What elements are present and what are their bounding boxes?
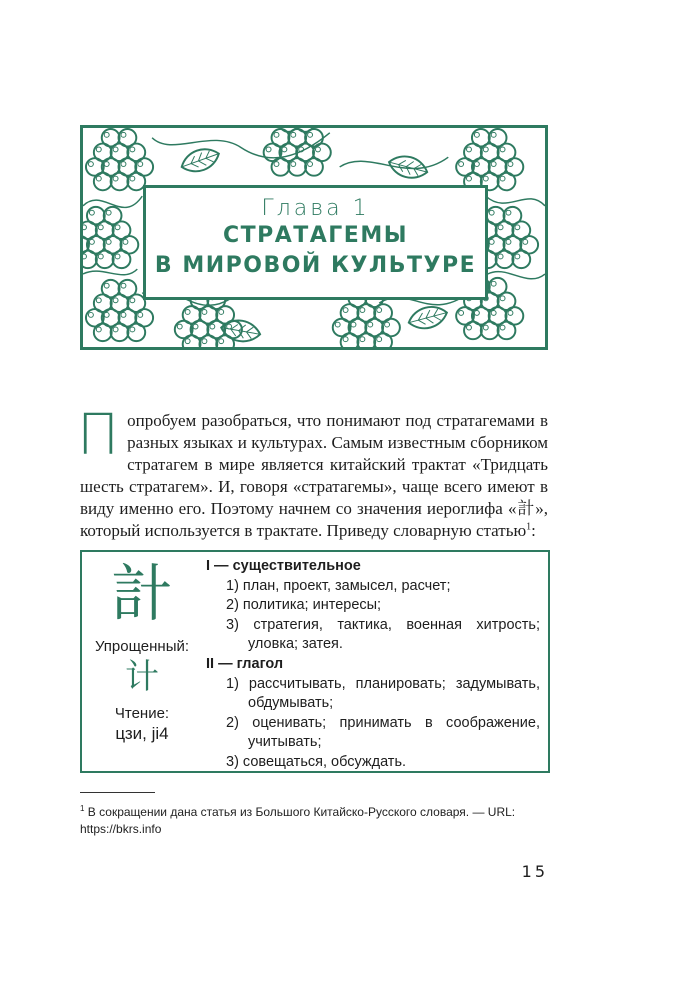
dictionary-definitions	[206, 557, 540, 773]
berry-cluster	[264, 128, 331, 176]
berry-cluster	[86, 129, 153, 190]
reading-value: цзи, ji4	[115, 724, 169, 743]
traditional-character: 計	[110, 557, 173, 630]
body-paragraph	[77, 403, 548, 542]
paragraph-end: :	[531, 521, 536, 540]
part-of-speech-verb: II — глагол	[206, 655, 284, 672]
chapter-label: Глава 1	[261, 196, 370, 221]
part-of-speech-noun: I — существительное	[206, 558, 361, 574]
definition-item: 2) политика; интересы;	[226, 597, 382, 614]
chapter-banner	[80, 125, 548, 350]
leaf-motif	[178, 144, 222, 177]
drop-cap: П	[77, 403, 120, 468]
reading-label: Чтение:	[114, 705, 170, 722]
definition-item: 3) совещаться, обсуждать.	[226, 753, 407, 770]
chapter-title-line2: В МИРОВОЙ КУЛЬТУРЕ	[154, 253, 477, 278]
page-number: 15	[521, 862, 548, 881]
definition-item: 3) стратегия, тактика, военная хитрость; уловка; затея.	[226, 616, 540, 653]
simplified-character: 计	[125, 657, 159, 697]
footnote-reference[interactable]: 1	[526, 521, 532, 533]
definition-item: 1) рассчитывать, планировать; задумывать, обдумывать;	[226, 675, 540, 712]
berry-cluster	[456, 129, 523, 190]
dictionary-character-panel	[82, 552, 202, 744]
chapter-title-line1: СТРАТАГЕМЫ	[222, 223, 409, 248]
footnote-divider	[80, 792, 155, 793]
footnote	[80, 800, 548, 838]
simplified-label: Упрощенный:	[94, 638, 190, 655]
berry-cluster	[83, 207, 138, 268]
definition-item: 2) оценивать; принимать в соображение, учитывать;	[226, 714, 540, 751]
footnote-marker: 1	[80, 804, 85, 813]
paragraph-text: опробуем разобраться, что понимают под стратагемами в разных языках и культурах. Самым известным сборником стратагем в мире является китайский трактат «Тридцать шесть стратагем». И, говоря «стратагемы», чаще всего имеют в виду именно его. Поэтому начнем со значения иероглифа «計», который используется в трактате. Приведу словарную статью	[80, 411, 548, 540]
leaf-motif	[406, 303, 450, 333]
definition-item: 1) план, проект, замысел, расчет;	[226, 577, 451, 594]
chapter-title-box	[143, 185, 488, 300]
footnote-text: В сокращении дана статья из Большого Китайско-Русского словаря. — URL: https://bkrs.info	[80, 805, 516, 836]
dictionary-entry	[80, 550, 550, 773]
